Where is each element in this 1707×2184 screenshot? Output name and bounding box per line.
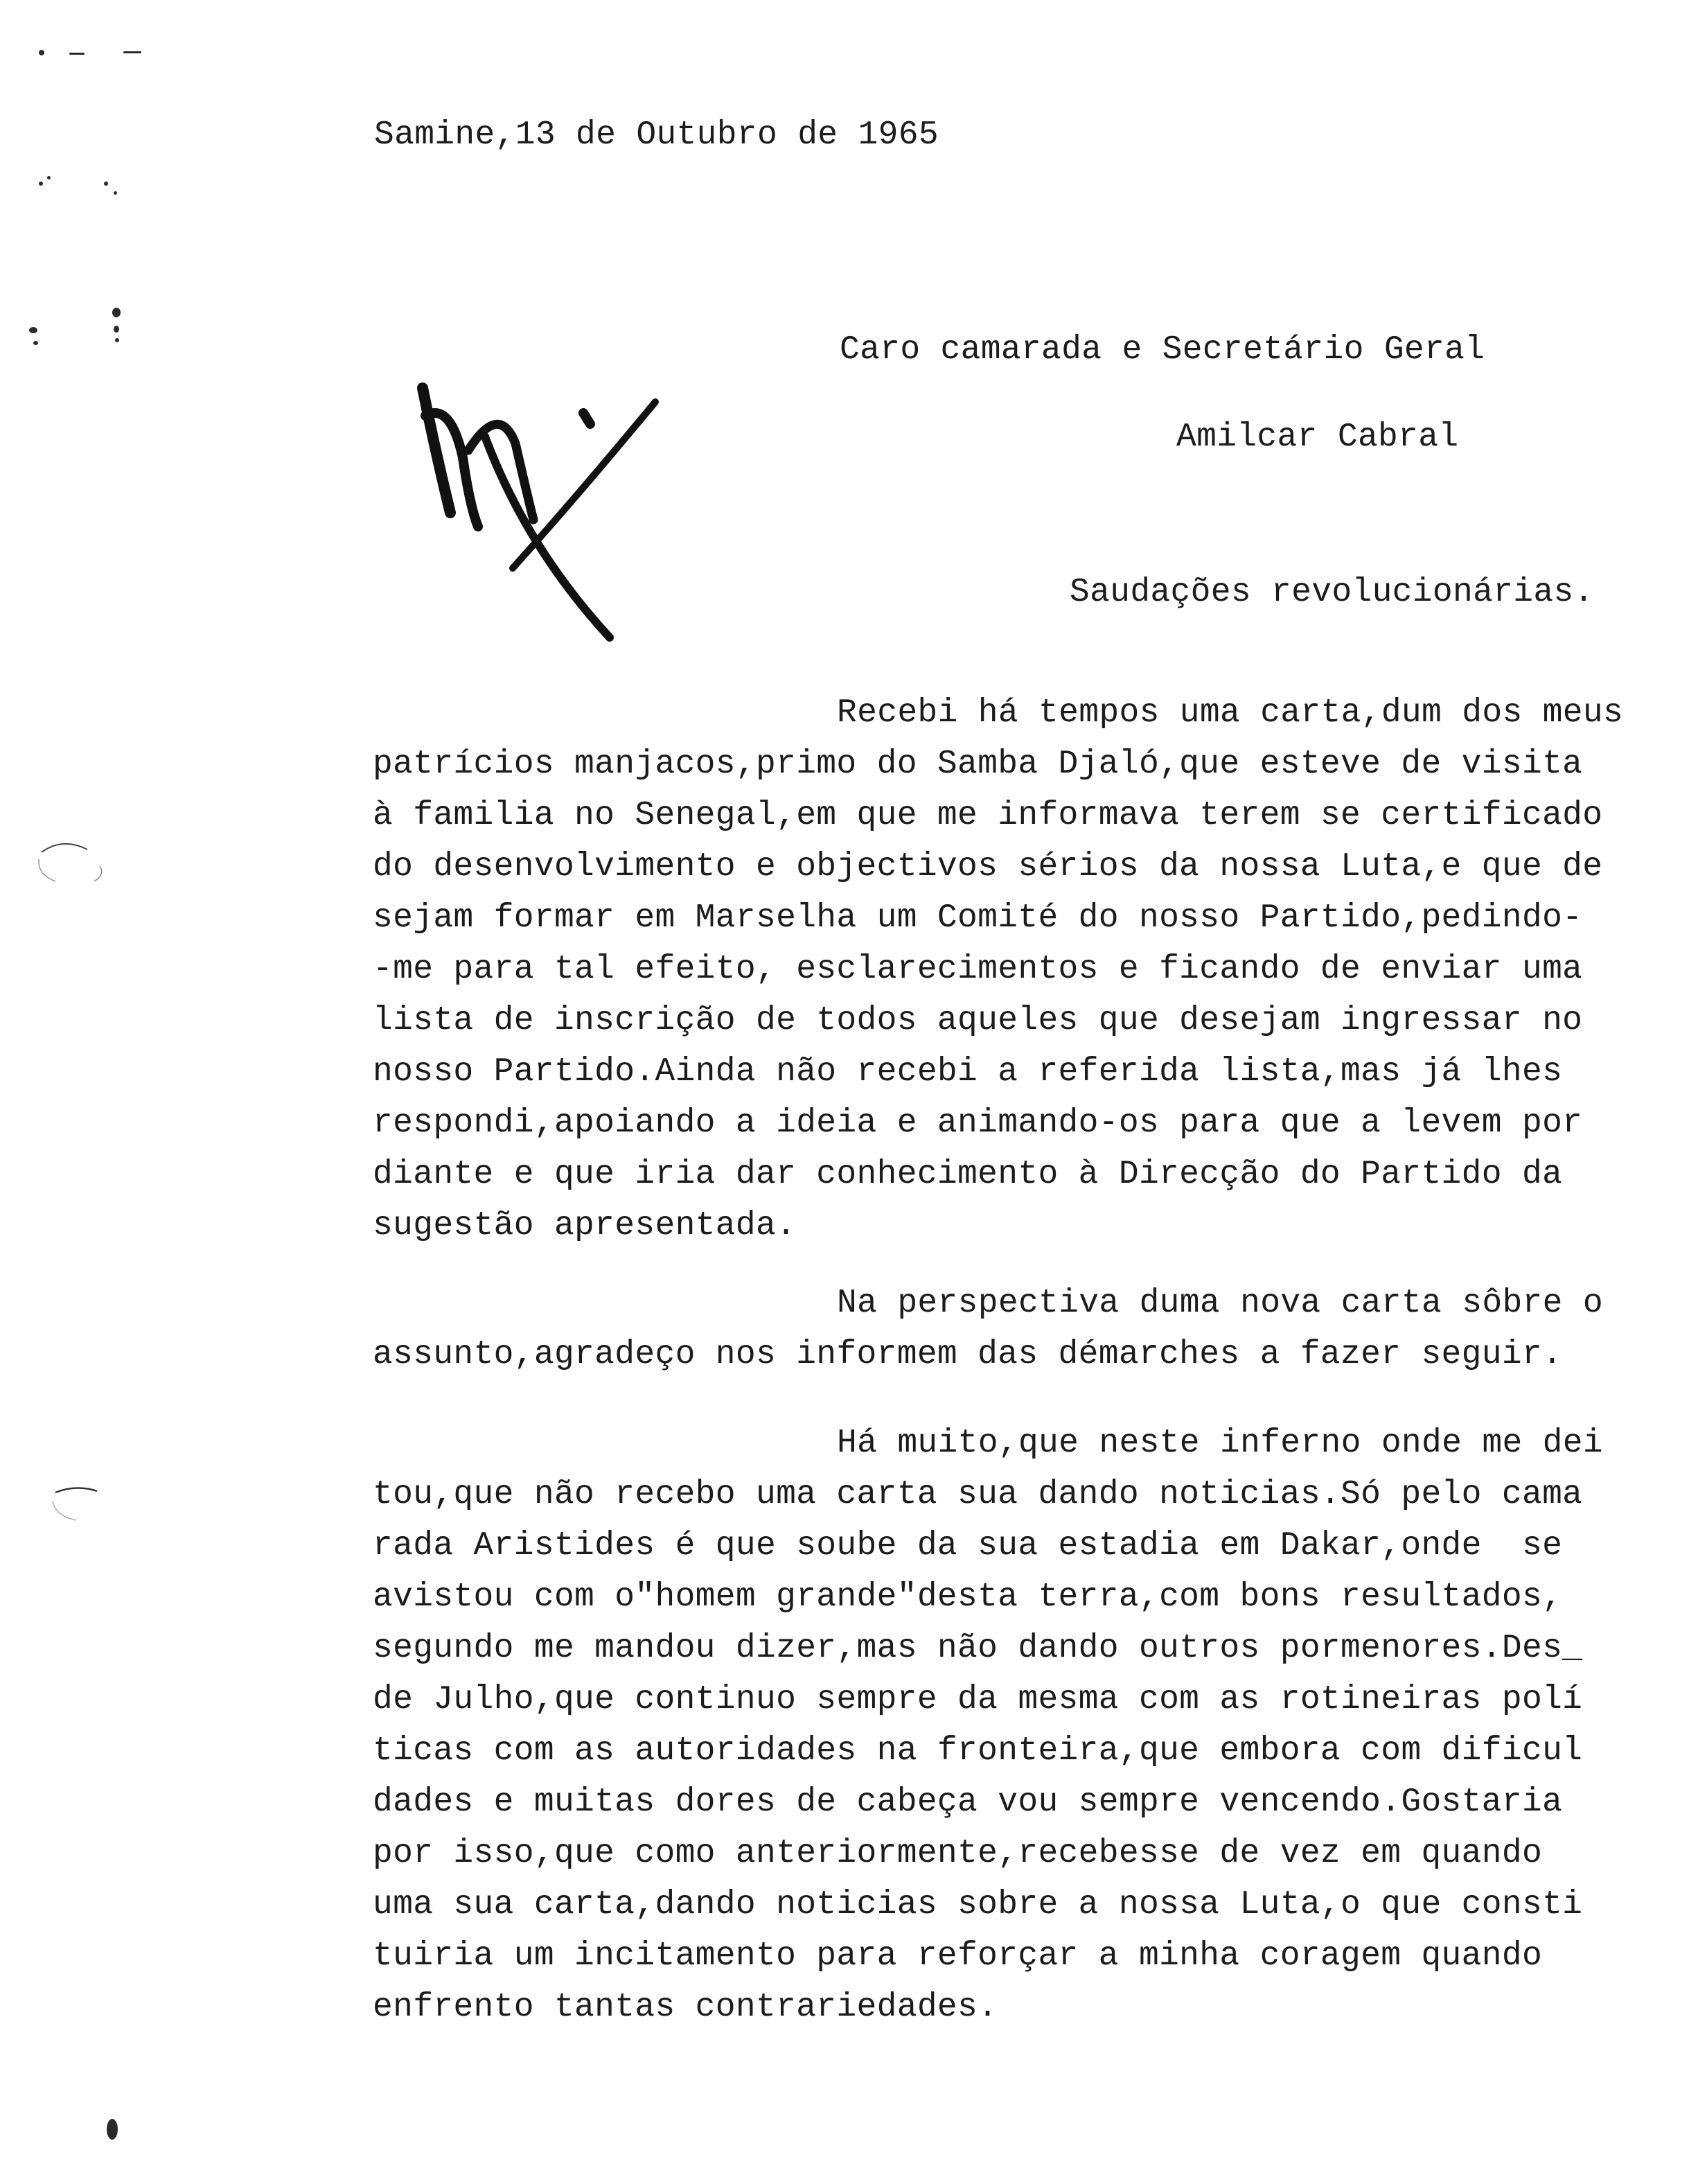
text-line: lista de inscrição de todos aqueles que desejam ingressar no [373, 1002, 1583, 1039]
margin-speck [47, 176, 51, 179]
margin-speck [115, 338, 119, 342]
text-line: enfrento tantas contrariedades. [373, 1989, 998, 2026]
text-line: dades e muitas dores de cabeça vou sempre vencendo.Gostaria [373, 1784, 1563, 1821]
text-line: sejam formar em Marselha um Comité do nosso Partido,pedindo- [373, 899, 1583, 937]
punch-hole-mark [28, 831, 104, 894]
text-line: Há muito,que neste inferno onde me dei [837, 1425, 1603, 1462]
text-line: -me para tal efeito, esclarecimentos e ficando de enviar uma [373, 951, 1583, 988]
handwritten-mark [402, 374, 679, 651]
text-line: Na perspectiva duma nova carta sôbre o [837, 1285, 1603, 1322]
text-line: respondi,apoiando a ideia e animando-os para que a levem por [373, 1104, 1583, 1142]
margin-speck [123, 51, 141, 53]
text-line: sugestão apresentada. [373, 1207, 797, 1244]
margin-speck [29, 327, 37, 333]
text-line: diante e que iria dar conhecimento à Direcção do Partido da [373, 1156, 1563, 1193]
text-line: assunto,agradeço nos informem das démarches a fazer seguir. [373, 1336, 1563, 1373]
text-line: do desenvolvimento e objectivos sérios da nossa Luta,e que de [373, 848, 1603, 886]
date-line: Samine,13 de Outubro de 1965 [374, 116, 939, 154]
text-line: patrícios manjacos,primo do Samba Djaló,que esteve de visita [373, 746, 1583, 783]
text-line: por isso,que como anteriormente,recebesse de vez em quando [373, 1835, 1543, 1872]
text-line: ticas com as autoridades na fronteira,que embora com dificul [373, 1732, 1583, 1770]
body-paragraph-2 [373, 1278, 1603, 1380]
text-line: segundo me mandou dizer,mas não dando outros pormenores.Des_ [373, 1630, 1583, 1667]
margin-speck [33, 341, 38, 345]
greeting-line: Saudações revolucionárias. [1070, 574, 1594, 611]
margin-speck [69, 53, 85, 55]
margin-speck [114, 191, 117, 195]
text-line: uma sua carta,dando noticias sobre a nossa Luta,o que consti [373, 1886, 1583, 1923]
recipient-name: Amilcar Cabral [1176, 419, 1459, 456]
text-line: rada Aristides é que soube da sua estadia em Dakar,onde se [373, 1527, 1563, 1565]
margin-speck [39, 182, 43, 186]
text-line: nosso Partido.Ainda não recebi a referida lista,mas já lhes [373, 1053, 1563, 1091]
text-line: à familia no Senegal,em que me informava terem se certificado [373, 797, 1603, 834]
text-line: Recebi há tempos uma carta,dum dos meus [837, 694, 1624, 732]
margin-speck [112, 308, 121, 317]
text-line: avistou com o"homem grande"desta terra,com bons resultados, [373, 1578, 1563, 1616]
margin-speck [107, 2119, 118, 2140]
body-paragraph-1 [373, 687, 1623, 1251]
text-line: de Julho,que continuo sempre da mesma com as rotineiras polí [373, 1681, 1583, 1718]
margin-speck [39, 50, 44, 55]
punch-hole-mark [35, 1474, 111, 1537]
body-paragraph-3 [373, 1418, 1603, 2033]
text-line: tuiria um incitamento para reforçar a minha coragem quando [373, 1937, 1543, 1975]
text-line: tou,que não recebo uma carta sua dando noticias.Só pelo cama [373, 1476, 1583, 1513]
margin-speck [104, 182, 108, 186]
margin-speck [114, 326, 119, 333]
salutation-line: Caro camarada e Secretário Geral [840, 331, 1485, 369]
